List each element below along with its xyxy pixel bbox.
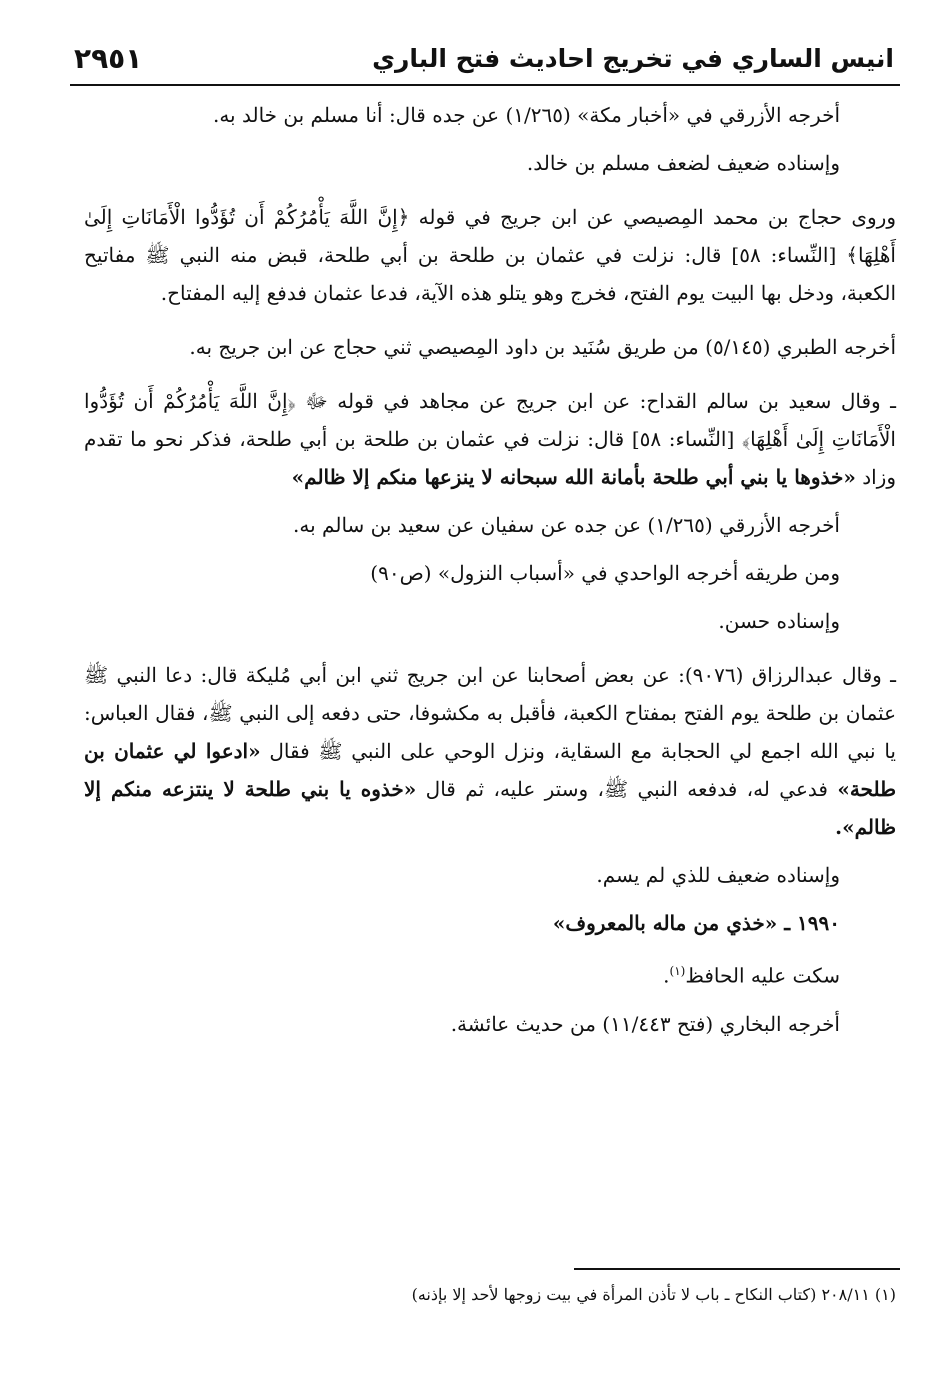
paragraph-5-quote: «خذوها يا بني أبي طلحة بأمانة الله سبحانه لا ينزعها منكم إلا ظالم» (291, 465, 856, 489)
paragraph-6: أخرجه الأزرقي (١/٢٦٥) عن جده عن سفيان عن سعيد بن سالم به. (293, 513, 840, 537)
hadith-heading: ١٩٩٠ ـ «خذي من ماله بالمعروف» (552, 911, 840, 935)
paragraph-5 (84, 382, 896, 496)
paragraph-2: وإسناده ضعيف لضعف مسلم بن خالد. (526, 151, 840, 175)
page-header (70, 40, 900, 86)
book-title: انيس الساري في تخريج احاديث فتح الباري (372, 44, 894, 73)
footnote (84, 1282, 896, 1308)
footnote-divider (574, 1268, 900, 1270)
paragraph-9-text-a: ـ وقال عبدالرزاق (٩٠٧٦): عن بعض أصحابنا عن ابن جريج ثني ابن أبي مُليكة قال: دعا النبي ﷺ عثمان بن طلحة يوم الفتح بمفتاح الكعبة، فأقبل به مكشوفا، حتى دفعه إلى النبي ﷺ، فقال العباس: يا نبي الله اجمع لي الحجابة مع السقاية، ونزل الوحي على النبي ﷺ فقال (84, 663, 896, 763)
paragraph-11-text: سكت عليه الحافظ (685, 963, 840, 988)
paragraph-7: ومن طريقه أخرجه الواحدي في «أسباب النزول» (ص٩٠) (370, 561, 840, 585)
paragraph-11-end: . (663, 963, 670, 988)
footnote-marker: (١) (874, 1285, 896, 1304)
page-number: ٢٩٥١ (74, 42, 143, 75)
paragraph-8: وإسناده حسن. (718, 609, 840, 633)
paragraph-4: أخرجه الطبري (٥/١٤٥) من طريق سُنَيد بن داود المِصيصي ثني حجاج عن ابن جريج به. (189, 335, 896, 359)
footnote-text: ٢٠٨/١١ (كتاب النكاح ـ باب لا تأذن المرأة في بيت زوجها لأحد إلا بإذنه) (411, 1285, 870, 1304)
paragraph-3: وروى حجاج بن محمد المِصيصي عن ابن جريج في قوله ﴿إِنَّ اللَّهَ يَأْمُرُكُمْ أَن تُؤَدُّوا الْأَمَانَاتِ إِلَىٰ أَهْلِهَا﴾ [النِّساء: ٥٨] قال: نزلت في عثمان بن طلحة بن أبي طلحة، قبض منه النبي ﷺ مفاتيح الكعبة، ودخل بها البيت يوم الفتح، فخرج وهو يتلو هذه الآية، فدعا عثمان فدفع إليه المفتاح. (84, 205, 896, 305)
paragraph-9-quote-2: «خذوه يا بني طلحة لا ينتزعه منكم إلا ظالم». (84, 777, 896, 839)
footnote-reference: (١) (669, 964, 686, 978)
paragraph-11 (84, 952, 896, 995)
paragraph-5-text: ـ وقال سعيد بن سالم القداح: عن ابن جريج عن مجاهد في قوله ﷻ ﴿إِنَّ اللَّهَ يَأْمُرُكُمْ أَن تُؤَدُّوا الْأَمَانَاتِ إِلَىٰ أَهْلِهَا﴾ [النِّساء: ٥٨] قال: نزلت في عثمان بن طلحة بن أبي طلحة، فذكر نحو ما تقدم وزاد (84, 389, 896, 489)
paragraph-9 (84, 656, 896, 846)
paragraph-10: وإسناده ضعيف للذي لم يسم. (596, 863, 840, 887)
paragraph-9-text-c: فدعي له، فدفعه النبي ﷺ، وستر عليه، ثم قال (416, 777, 838, 801)
paragraph-12: أخرجه البخاري (فتح ١١/٤٤٣) من حديث عائشة. (450, 1011, 840, 1036)
paragraph-9-quote-1: «ادعوا لي عثمان بن طلحة» (84, 739, 896, 801)
paragraph-1: أخرجه الأزرقي في «أخبار مكة» (١/٢٦٥) عن جده قال: أنا مسلم بن خالد به. (212, 103, 840, 127)
page-body (84, 96, 896, 1053)
